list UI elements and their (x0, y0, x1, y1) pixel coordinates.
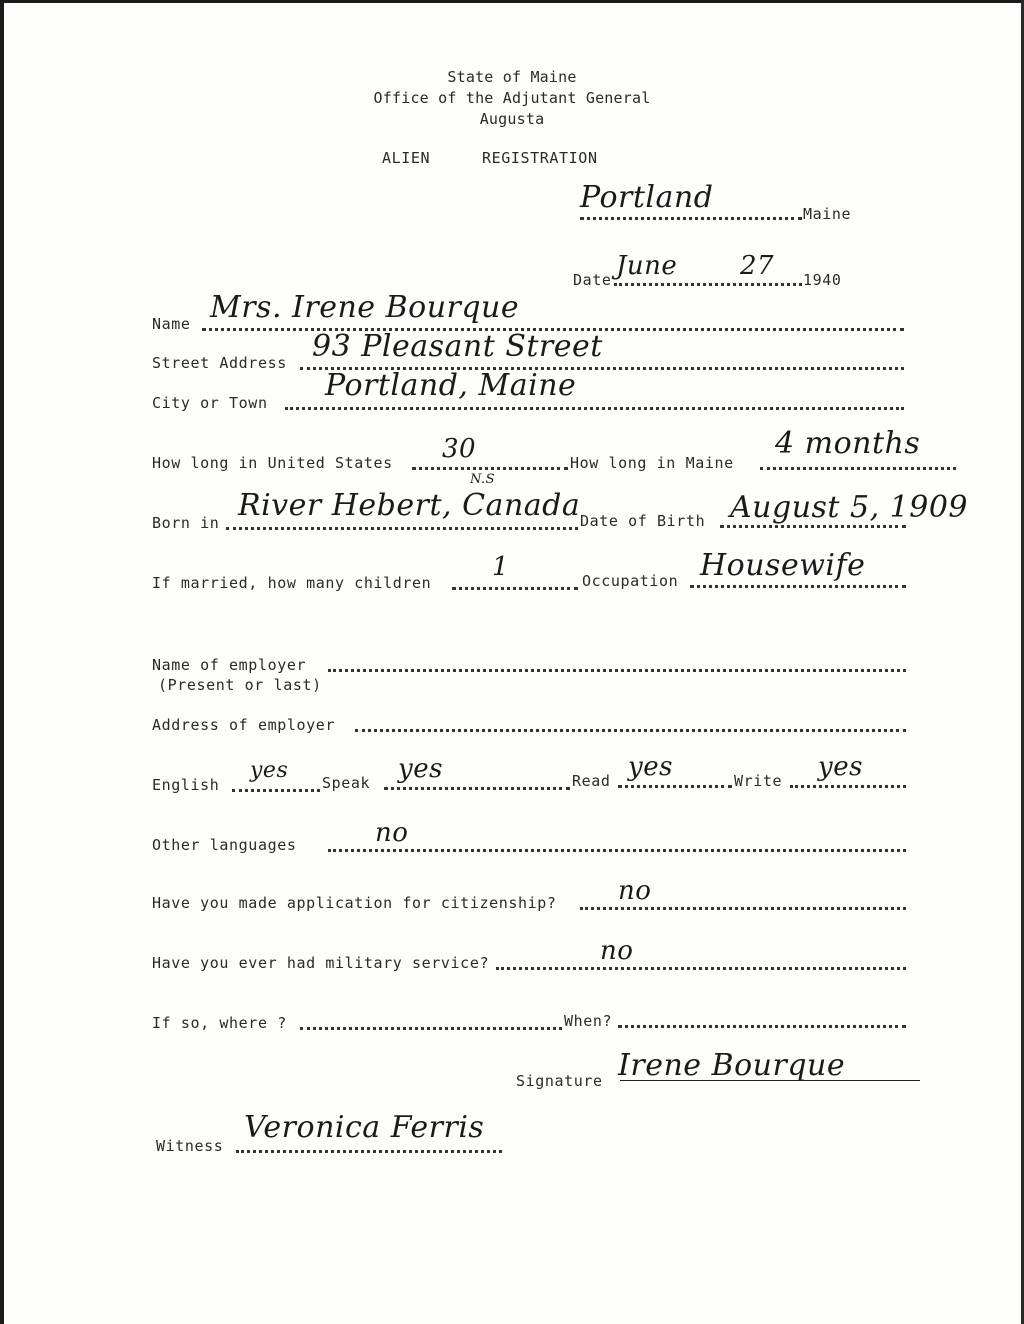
name-label: Name (152, 315, 191, 333)
witness-label: Witness (156, 1137, 224, 1155)
city-dots (285, 407, 904, 410)
employer-dots (328, 669, 906, 672)
other-languages-dots (328, 849, 906, 852)
born-note-handwritten: N.S (470, 472, 496, 487)
us-duration-label: How long in United States (152, 454, 393, 472)
children-label: If married, how many children (152, 574, 432, 592)
date-day-handwritten: 27 (740, 251, 775, 281)
date-month-handwritten: June (616, 251, 678, 281)
where-dots (300, 1027, 562, 1030)
employer-address-dots (355, 729, 906, 732)
scan-border-top (0, 0, 1024, 3)
header-city: Augusta (479, 110, 545, 128)
when-label: When? (564, 1012, 613, 1030)
occupation-label: Occupation (582, 572, 679, 590)
date-year: 1940 (803, 271, 842, 289)
occupation-value-handwritten: Housewife (700, 548, 866, 583)
other-languages-handwritten: no (375, 818, 409, 848)
place-dots (580, 217, 802, 220)
signature-label: Signature (516, 1072, 603, 1090)
where-label: If so, where ? (152, 1014, 287, 1032)
date-label: Date (573, 271, 612, 289)
signature-handwritten: Irene Bourque (618, 1048, 846, 1083)
read-value-handwritten: yes (628, 752, 673, 782)
header-state: State of Maine (447, 68, 577, 86)
born-label: Born in (152, 514, 220, 532)
us-duration-dots (412, 467, 568, 470)
military-label: Have you ever had military service? (152, 954, 490, 972)
write-dots (790, 785, 906, 788)
place-city-handwritten: Portland (580, 180, 714, 215)
children-value-handwritten: 1 (492, 552, 510, 582)
write-label: Write (734, 772, 783, 790)
scan-border-left (0, 0, 4, 1324)
date-dots (614, 283, 802, 286)
other-languages-label: Other languages (152, 836, 297, 854)
born-value-handwritten: River Hebert, Canada (238, 488, 581, 523)
maine-duration-dots (760, 467, 956, 470)
witness-handwritten: Veronica Ferris (244, 1110, 485, 1145)
speak-dots (384, 787, 570, 790)
maine-duration-handwritten: 4 months (775, 426, 921, 461)
citizenship-dots (580, 907, 906, 910)
when-dots (618, 1025, 906, 1028)
witness-dots (236, 1150, 502, 1153)
city-value-handwritten: Portland, Maine (325, 368, 577, 403)
city-label: City or Town (152, 394, 268, 412)
title-registration: REGISTRATION (482, 149, 598, 167)
english-dots (232, 789, 320, 792)
citizenship-value-handwritten: no (618, 876, 652, 906)
header-office: Office of the Adjutant General (373, 89, 651, 107)
children-dots (452, 587, 578, 590)
speak-label: Speak (322, 774, 371, 792)
signature-stroke (620, 1080, 920, 1081)
name-value-handwritten: Mrs. Irene Bourque (210, 290, 520, 325)
read-label: Read (572, 772, 611, 790)
title-alien: ALIEN (382, 149, 431, 167)
write-value-handwritten: yes (818, 752, 863, 782)
military-value-handwritten: no (600, 936, 634, 966)
english-value-handwritten: yes (250, 758, 289, 783)
read-dots (618, 785, 732, 788)
occupation-dots (690, 585, 906, 588)
dob-dots (720, 525, 906, 528)
employer-label: Name of employer (152, 656, 307, 674)
employer-sublabel: (Present or last) (158, 676, 322, 694)
military-dots (496, 967, 906, 970)
dob-label: Date of Birth (580, 512, 706, 530)
maine-duration-label: How long in Maine (570, 454, 734, 472)
place-state-label: Maine (803, 205, 852, 223)
employer-address-label: Address of employer (152, 716, 335, 734)
us-duration-handwritten: 30 (442, 434, 477, 464)
dob-value-handwritten: August 5, 1909 (730, 490, 969, 525)
speak-value-handwritten: yes (398, 754, 443, 784)
citizenship-label: Have you made application for citizenship? (152, 894, 557, 912)
street-label: Street Address (152, 354, 287, 372)
born-dots (226, 527, 578, 530)
street-value-handwritten: 93 Pleasant Street (312, 329, 603, 364)
english-label: English (152, 776, 220, 794)
